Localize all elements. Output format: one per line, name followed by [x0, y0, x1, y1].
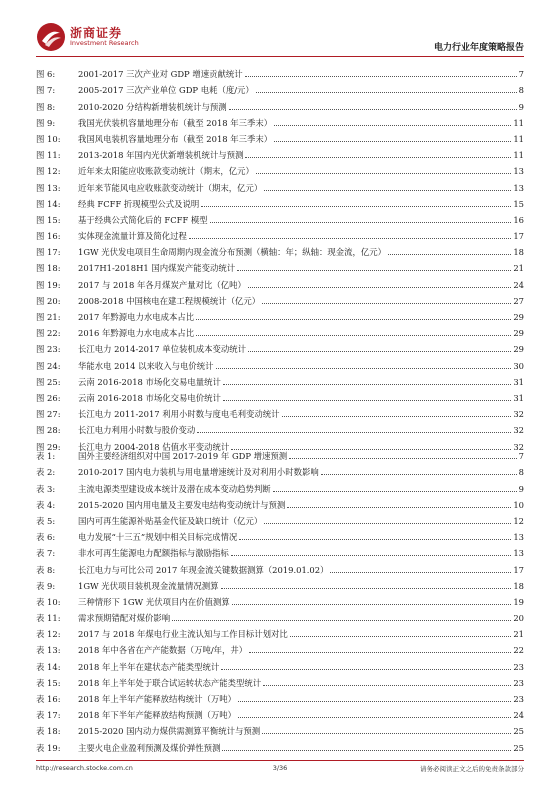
figure-page-number: 11	[513, 117, 524, 128]
logo-text-cn: 浙商证券	[70, 26, 123, 40]
report-title: 电力行业年度策略报告	[433, 43, 524, 53]
dot-leader	[196, 335, 511, 336]
figure-entry[interactable]	[36, 210, 524, 226]
table-page-number: 10	[513, 499, 524, 510]
dot-leader	[231, 555, 512, 556]
figure-page-number: 13	[513, 182, 524, 193]
figure-entry[interactable]	[36, 388, 524, 404]
dot-leader	[229, 109, 517, 110]
figure-page-number: 11	[513, 150, 524, 161]
footer-disclaimer: 请务必阅读正文之后的免责条款部分	[420, 765, 524, 773]
figure-label: 图 22:	[36, 328, 61, 339]
figure-label: 图 18:	[36, 263, 61, 274]
figure-title: 长江电力 2014-2017 单位装机成本变动统计	[78, 344, 247, 355]
table-entry[interactable]	[36, 576, 524, 592]
table-page-number: 20	[513, 613, 524, 624]
dot-leader	[196, 319, 511, 320]
table-title: 2017 与 2018 年煤电行业主流认知与工作目标计划对比	[78, 629, 288, 640]
dot-leader	[172, 620, 511, 621]
figure-page-number: 15	[513, 198, 524, 209]
dot-leader	[274, 141, 511, 142]
table-page-number: 9	[518, 483, 524, 494]
table-page-number: 13	[513, 532, 524, 543]
figure-label: 图 24:	[36, 360, 61, 371]
table-page-number: 22	[513, 645, 524, 656]
table-entry[interactable]	[36, 656, 524, 672]
figure-page-number: 32	[513, 409, 524, 420]
figure-page-number: 31	[513, 376, 524, 387]
dot-leader	[210, 222, 512, 223]
dot-leader	[221, 669, 511, 670]
dot-leader	[256, 173, 511, 174]
figure-label: 图 10:	[36, 133, 61, 144]
figure-label: 图 8:	[36, 101, 56, 112]
figure-label: 图 6:	[36, 69, 56, 80]
figure-page-number: 9	[518, 101, 524, 112]
dot-leader	[222, 750, 511, 751]
table-page-number: 7	[518, 451, 524, 462]
table-entry[interactable]	[36, 673, 524, 689]
logo-text-en: Investment Research	[70, 39, 139, 47]
table-label: 表 18:	[36, 726, 61, 737]
figure-page-number: 29	[513, 344, 524, 355]
table-label: 表 5:	[36, 515, 56, 526]
figure-entry[interactable]	[36, 307, 524, 323]
table-label: 表 19:	[36, 742, 61, 753]
table-entry[interactable]	[36, 705, 524, 721]
table-title: 需求预期错配对煤价影响	[78, 613, 171, 624]
figure-title: 2017 年黔源电力水电成本占比	[78, 312, 195, 322]
figure-title: 1GW 光伏发电项目生命周期内现金流分布预测（横轴：年；纵轴：现金流，亿元）	[78, 247, 387, 258]
figure-page-number: 11	[513, 133, 524, 144]
figure-label: 图 16:	[36, 231, 61, 242]
figure-label: 图 28:	[36, 425, 61, 436]
table-page-number: 12	[513, 515, 524, 526]
figure-title: 基于经典公式简化后的 FCFF 模型	[78, 214, 208, 225]
dot-leader	[289, 458, 517, 459]
table-title: 长江电力与可比公司 2017 年现金流关键数据测算（2019.01.02）	[78, 564, 329, 575]
table-title: 电力发展“十三五”规划中相关目标完成情况	[78, 532, 238, 543]
table-entry[interactable]	[36, 527, 524, 543]
figure-label: 图 26:	[36, 392, 61, 403]
figure-entry[interactable]	[36, 420, 524, 436]
table-label: 表 7:	[36, 548, 56, 559]
table-entry[interactable]	[36, 608, 524, 624]
figure-page-number: 31	[513, 392, 524, 403]
table-page-number: 23	[513, 694, 524, 704]
figure-page-number: 29	[513, 328, 524, 339]
figure-label: 图 13:	[36, 182, 61, 193]
table-label: 表 9:	[36, 580, 56, 591]
dot-leader	[197, 432, 511, 433]
figure-entry[interactable]	[36, 80, 524, 96]
figure-title: 2013-2018 年国内光伏新增装机统计与预测	[78, 150, 244, 161]
figure-title: 长江电力 2011-2017 利用小时数与度电毛利变动统计	[78, 409, 280, 420]
figure-label: 图 15:	[36, 214, 61, 225]
figure-page-number: 18	[513, 247, 524, 258]
figure-entry[interactable]	[36, 226, 524, 242]
figure-title: 近年来太阳能应收账款变动统计（期末，亿元）	[78, 166, 254, 177]
figure-entry[interactable]	[36, 404, 524, 420]
table-page-number: 24	[513, 710, 524, 721]
figure-label: 图 7:	[36, 85, 56, 96]
figure-title: 近年来节能风电应收账款变动统计（期末，亿元）	[78, 182, 263, 193]
table-label: 表 16:	[36, 694, 61, 704]
table-label: 表 6:	[36, 532, 56, 543]
dot-leader	[321, 474, 517, 475]
figure-title: 长江电力利用小时数与股价变动	[78, 425, 196, 436]
figure-page-number: 16	[513, 214, 524, 225]
dot-leader	[282, 416, 512, 417]
figure-entry[interactable]	[36, 145, 524, 161]
figure-label: 图 25:	[36, 376, 61, 387]
table-entry[interactable]	[36, 495, 524, 511]
table-list	[36, 446, 524, 754]
figure-page-number: 32	[513, 425, 524, 436]
dot-leader	[216, 368, 512, 369]
table-entry[interactable]	[36, 511, 524, 527]
figure-page-number: 32	[513, 441, 524, 452]
figure-label: 图 9:	[36, 117, 56, 128]
table-label: 表 17:	[36, 710, 61, 721]
dot-leader	[248, 287, 511, 288]
figure-page-number: 21	[513, 263, 524, 274]
figure-label: 图 19:	[36, 279, 61, 290]
figure-entry[interactable]	[36, 323, 524, 339]
table-label: 表 15:	[36, 677, 61, 688]
table-entry[interactable]	[36, 624, 524, 640]
table-label: 表 1:	[36, 451, 56, 462]
table-entry[interactable]	[36, 559, 524, 575]
figure-label: 图 23:	[36, 344, 61, 355]
figure-entry[interactable]	[36, 113, 524, 129]
table-title: 2018 年上半年产能释放结构统计（万吨）	[78, 694, 236, 704]
figure-page-number: 29	[513, 312, 524, 322]
figure-page-number: 7	[518, 69, 524, 80]
table-page-number: 17	[513, 564, 524, 575]
table-entry[interactable]	[36, 592, 524, 608]
figure-label: 图 17:	[36, 247, 61, 258]
figure-label: 图 12:	[36, 166, 61, 177]
dot-leader	[238, 701, 511, 702]
dot-leader	[232, 604, 512, 605]
table-label: 表 8:	[36, 564, 56, 575]
figure-title: 云南 2016-2018 市场化交易电量统计	[78, 376, 221, 387]
table-entry[interactable]	[36, 543, 524, 559]
table-entry[interactable]	[36, 737, 524, 753]
table-page-number: 25	[513, 742, 524, 753]
dot-leader	[189, 238, 511, 239]
table-title: 国内可再生能源补贴基金代征及缺口统计（亿元）	[78, 515, 263, 526]
figure-label: 图 27:	[36, 409, 61, 420]
table-label: 表 12:	[36, 629, 61, 640]
table-title: 2018 年上半年处于联合试运转状态产能类型统计	[78, 677, 262, 688]
table-page-number: 21	[513, 629, 524, 640]
table-page-number: 8	[518, 467, 524, 478]
table-page-number: 19	[513, 596, 524, 607]
table-title: 2010-2017 国内电力装机与用电量增速统计及对利用小时数影响	[78, 467, 319, 478]
dot-leader	[249, 652, 511, 653]
table-entry[interactable]	[36, 721, 524, 737]
table-page-number: 25	[513, 726, 524, 737]
table-page-number: 13	[513, 548, 524, 559]
figure-label: 图 14:	[36, 198, 61, 209]
dot-leader	[264, 523, 511, 524]
figure-label: 图 29:	[36, 441, 61, 452]
figure-title: 经典 FCFF 折现模型公式及说明	[78, 198, 200, 209]
table-label: 表 13:	[36, 645, 61, 656]
header-divider	[36, 56, 524, 57]
dot-leader	[238, 717, 511, 718]
figure-title: 2017H1-2018H1 国内煤炭产能变动统计	[78, 263, 236, 274]
figure-title: 华能水电 2014 以来收入与电价统计	[78, 360, 214, 371]
page-number: 3/36	[272, 764, 288, 772]
figure-title: 2001-2017 三次产业对 GDP 增速贡献统计	[78, 69, 243, 80]
table-title: 2015-2020 国内动力煤供需测算平衡统计与预测	[78, 726, 261, 737]
table-entry[interactable]	[36, 689, 524, 705]
table-page-number: 18	[513, 580, 524, 591]
figure-label: 图 11:	[36, 150, 61, 161]
figure-entry[interactable]	[36, 339, 524, 355]
dot-leader	[274, 125, 511, 126]
figure-title: 2005-2017 三次产业单位 GDP 电耗（度/元）	[78, 85, 254, 96]
company-logo-icon	[36, 22, 66, 52]
figure-entry[interactable]	[36, 161, 524, 177]
figure-title: 2017 与 2018 年各月煤炭产量对比（亿吨）	[78, 279, 246, 290]
figure-title: 长江电力 2004-2018 估值水平变动统计	[78, 441, 230, 452]
figure-label: 图 20:	[36, 295, 61, 306]
figure-page-number: 30	[513, 360, 524, 371]
figure-page-number: 13	[513, 166, 524, 177]
figure-title: 我国光伏装机容量地理分布（截至 2018 年三季末）	[78, 117, 273, 128]
table-title: 2015-2020 国内用电量及主要发电结构变动统计与预测	[78, 499, 286, 510]
dot-leader	[262, 303, 511, 304]
figure-entry[interactable]	[36, 64, 524, 80]
table-entry[interactable]	[36, 640, 524, 656]
table-label: 表 11:	[36, 613, 61, 624]
table-entry[interactable]	[36, 462, 524, 478]
figure-label: 图 21:	[36, 312, 61, 322]
figure-page-number: 24	[513, 279, 524, 290]
figure-entry[interactable]	[36, 96, 524, 112]
dot-leader	[388, 254, 511, 255]
figure-entry[interactable]	[36, 274, 524, 290]
dot-leader	[239, 539, 511, 540]
figure-page-number: 27	[513, 295, 524, 306]
figure-title: 我国风电装机容量地理分布（截至 2018 年三季末）	[78, 133, 273, 144]
figure-title: 2010-2020 分结构新增装机统计与预测	[78, 101, 227, 112]
figure-list	[36, 64, 524, 453]
table-page-number: 23	[513, 677, 524, 688]
figure-entry[interactable]	[36, 194, 524, 210]
dot-leader	[287, 507, 511, 508]
figure-title: 实体现金流量计算及简化过程	[78, 231, 187, 242]
dot-leader	[245, 76, 517, 77]
figure-entry[interactable]	[36, 291, 524, 307]
figure-entry[interactable]	[36, 372, 524, 388]
dot-leader	[262, 733, 511, 734]
table-title: 2018 年上半年在建状态产能类型统计	[78, 661, 220, 672]
figure-title: 云南 2016-2018 市场化交易电价统计	[78, 392, 221, 403]
page-header	[36, 18, 524, 56]
figure-entry[interactable]	[36, 258, 524, 274]
dot-leader	[223, 400, 511, 401]
dot-leader	[290, 636, 512, 637]
table-title: 2018 年中各省在产产能数据（万吨/年，井）	[78, 645, 248, 656]
dot-leader	[273, 491, 517, 492]
dot-leader	[201, 206, 511, 207]
table-title: 主流电源类型建设成本统计及潜在成本变动趋势判断	[78, 483, 271, 494]
dot-leader	[237, 270, 511, 271]
figure-title: 2016 年黔源电力水电成本占比	[78, 328, 195, 339]
table-entry[interactable]	[36, 446, 524, 462]
table-title: 主要火电企业盈利预测及煤价弹性预测	[78, 742, 221, 753]
dot-leader	[245, 157, 511, 158]
table-title: 非水可再生能源电力配额指标与激励指标	[78, 548, 229, 559]
dot-leader	[256, 92, 517, 93]
figure-entry[interactable]	[36, 177, 524, 193]
dot-leader	[264, 190, 511, 191]
figure-page-number: 8	[518, 85, 524, 96]
table-page-number: 23	[513, 661, 524, 672]
table-title: 1GW 光伏项目装机现金流量情况测算	[78, 580, 219, 591]
table-title: 三种情形下 1GW 光伏项目内在价值测算	[78, 596, 230, 607]
dot-leader	[330, 572, 511, 573]
figure-entry[interactable]	[36, 242, 524, 258]
table-entry[interactable]	[36, 478, 524, 494]
dot-leader	[263, 685, 511, 686]
figure-title: 2008-2018 中国核电在建工程规模统计（亿元）	[78, 295, 261, 306]
table-title: 2018 年下半年产能释放结构预测（万吨）	[78, 710, 236, 721]
footer-divider	[36, 760, 524, 761]
table-label: 表 3:	[36, 483, 56, 494]
dot-leader	[248, 351, 511, 352]
table-title: 国外主要经济组织对中国 2017-2019 年 GDP 增速预测	[78, 451, 288, 462]
table-label: 表 4:	[36, 499, 56, 510]
figure-entry[interactable]	[36, 355, 524, 371]
table-label: 表 10:	[36, 596, 61, 607]
footer-url[interactable]: http://research.stocke.com.cn	[36, 764, 133, 772]
table-label: 表 14:	[36, 661, 61, 672]
figure-entry[interactable]	[36, 129, 524, 145]
dot-leader	[221, 588, 512, 589]
figure-page-number: 17	[513, 231, 524, 242]
dot-leader	[223, 384, 511, 385]
table-label: 表 2:	[36, 467, 56, 478]
